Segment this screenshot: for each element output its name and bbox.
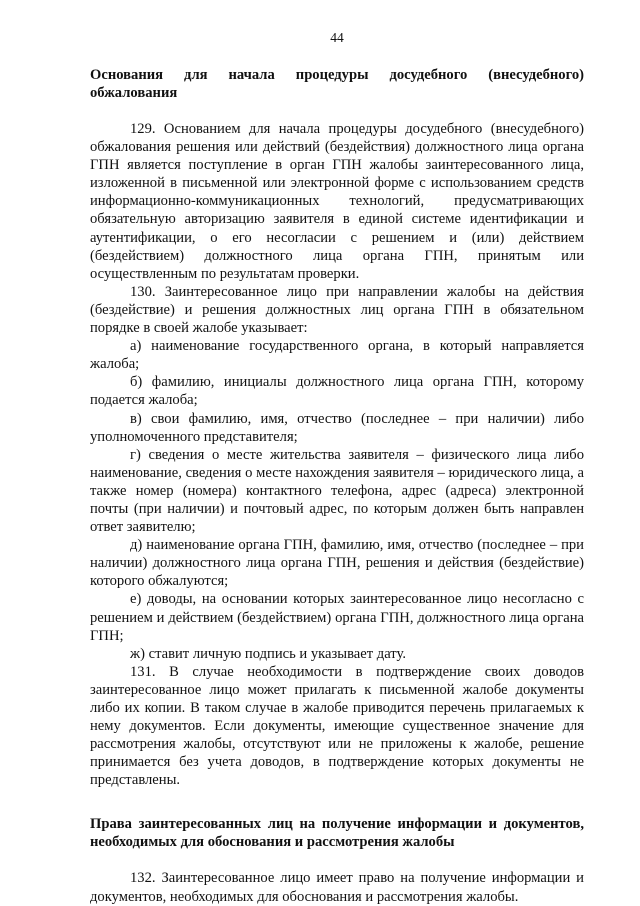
list-item-zh: ж) ставит личную подпись и указывает дату. (130, 645, 406, 662)
list-item-d: д) наименование органа ГПН, фамилию, имя, отчество (последнее – при наличии) должностного лица органа ГПН, решения и действия (бездействие) которого обжалуются; (90, 537, 584, 590)
section-heading-appeal-grounds: Основания для начала процедуры досудебного (внесудебного) обжалования (90, 67, 584, 101)
paragraph-131: 131. В случае необходимости в подтверждение своих доводов заинтересованное лицо может прилагать к письменной жалобе документы либо их копии. В таком случае в жалобе приводится перечень прилагаемых к нему документов. Если документы, имеющие существенное значение для рассмотрения жалобы, отсутствуют или не приложены к жалобе, решение принимается без учета доводов, в подтверждение которых документы не представлены. (90, 663, 584, 789)
paragraph-129: 129. Основанием для начала процедуры досудебного (внесудебного) обжалования решения или действий (бездействия) должностного лица органа ГПН является поступление в орган ГПН жалобы заинтересованного лица, изложенной в письменной или электронной форме с использованием средств информационно-коммуникационных технологий, предусматривающих обязательную авторизацию заявителя в единой системе идентификации и аутентификации, о его несогласии с решением и (или) действием (бездействием) должностного лица органа ГПН, принятым или осуществленным по результатам проверки. (90, 121, 584, 282)
list-item-v: в) свои фамилию, имя, отчество (последнее – при наличии) либо уполномоченного представителя; (90, 410, 584, 445)
list-item-a: а) наименование государственного органа, в который направляется жалоба; (90, 338, 584, 373)
paragraph-132: 132. Заинтересованное лицо имеет право на получение информации и документов, необходимых для обоснования и рассмотрения жалобы. (90, 870, 584, 905)
page-number: 44 (330, 30, 344, 45)
list-item-g: г) сведения о месте жительства заявителя – физического лица либо наименование, сведения о месте нахождения заявителя – юридического лица, а также номер (номера) контактного телефона, адрес (адреса) электронной почты (при наличии) и почтовый адрес, по которым должен быть направлен ответ заявителю; (90, 446, 584, 536)
paragraph-130: 130. Заинтересованное лицо при направлении жалобы на действия (бездействие) и решения должностных лиц органа ГПН в обязательном порядке в своей жалобе указывает: (90, 283, 584, 337)
list-item-e: е) доводы, на основании которых заинтересованное лицо несогласно с решением и действием (бездействием) органа ГПН, должностного лица органа ГПН; (90, 591, 584, 644)
list-item-b: б) фамилию, инициалы должностного лица органа ГПН, которому подается жалоба; (90, 374, 584, 409)
section-heading-information-rights: Права заинтересованных лиц на получение информации и документов, необходимых для обоснования и рассмотрения жалобы (90, 816, 584, 851)
